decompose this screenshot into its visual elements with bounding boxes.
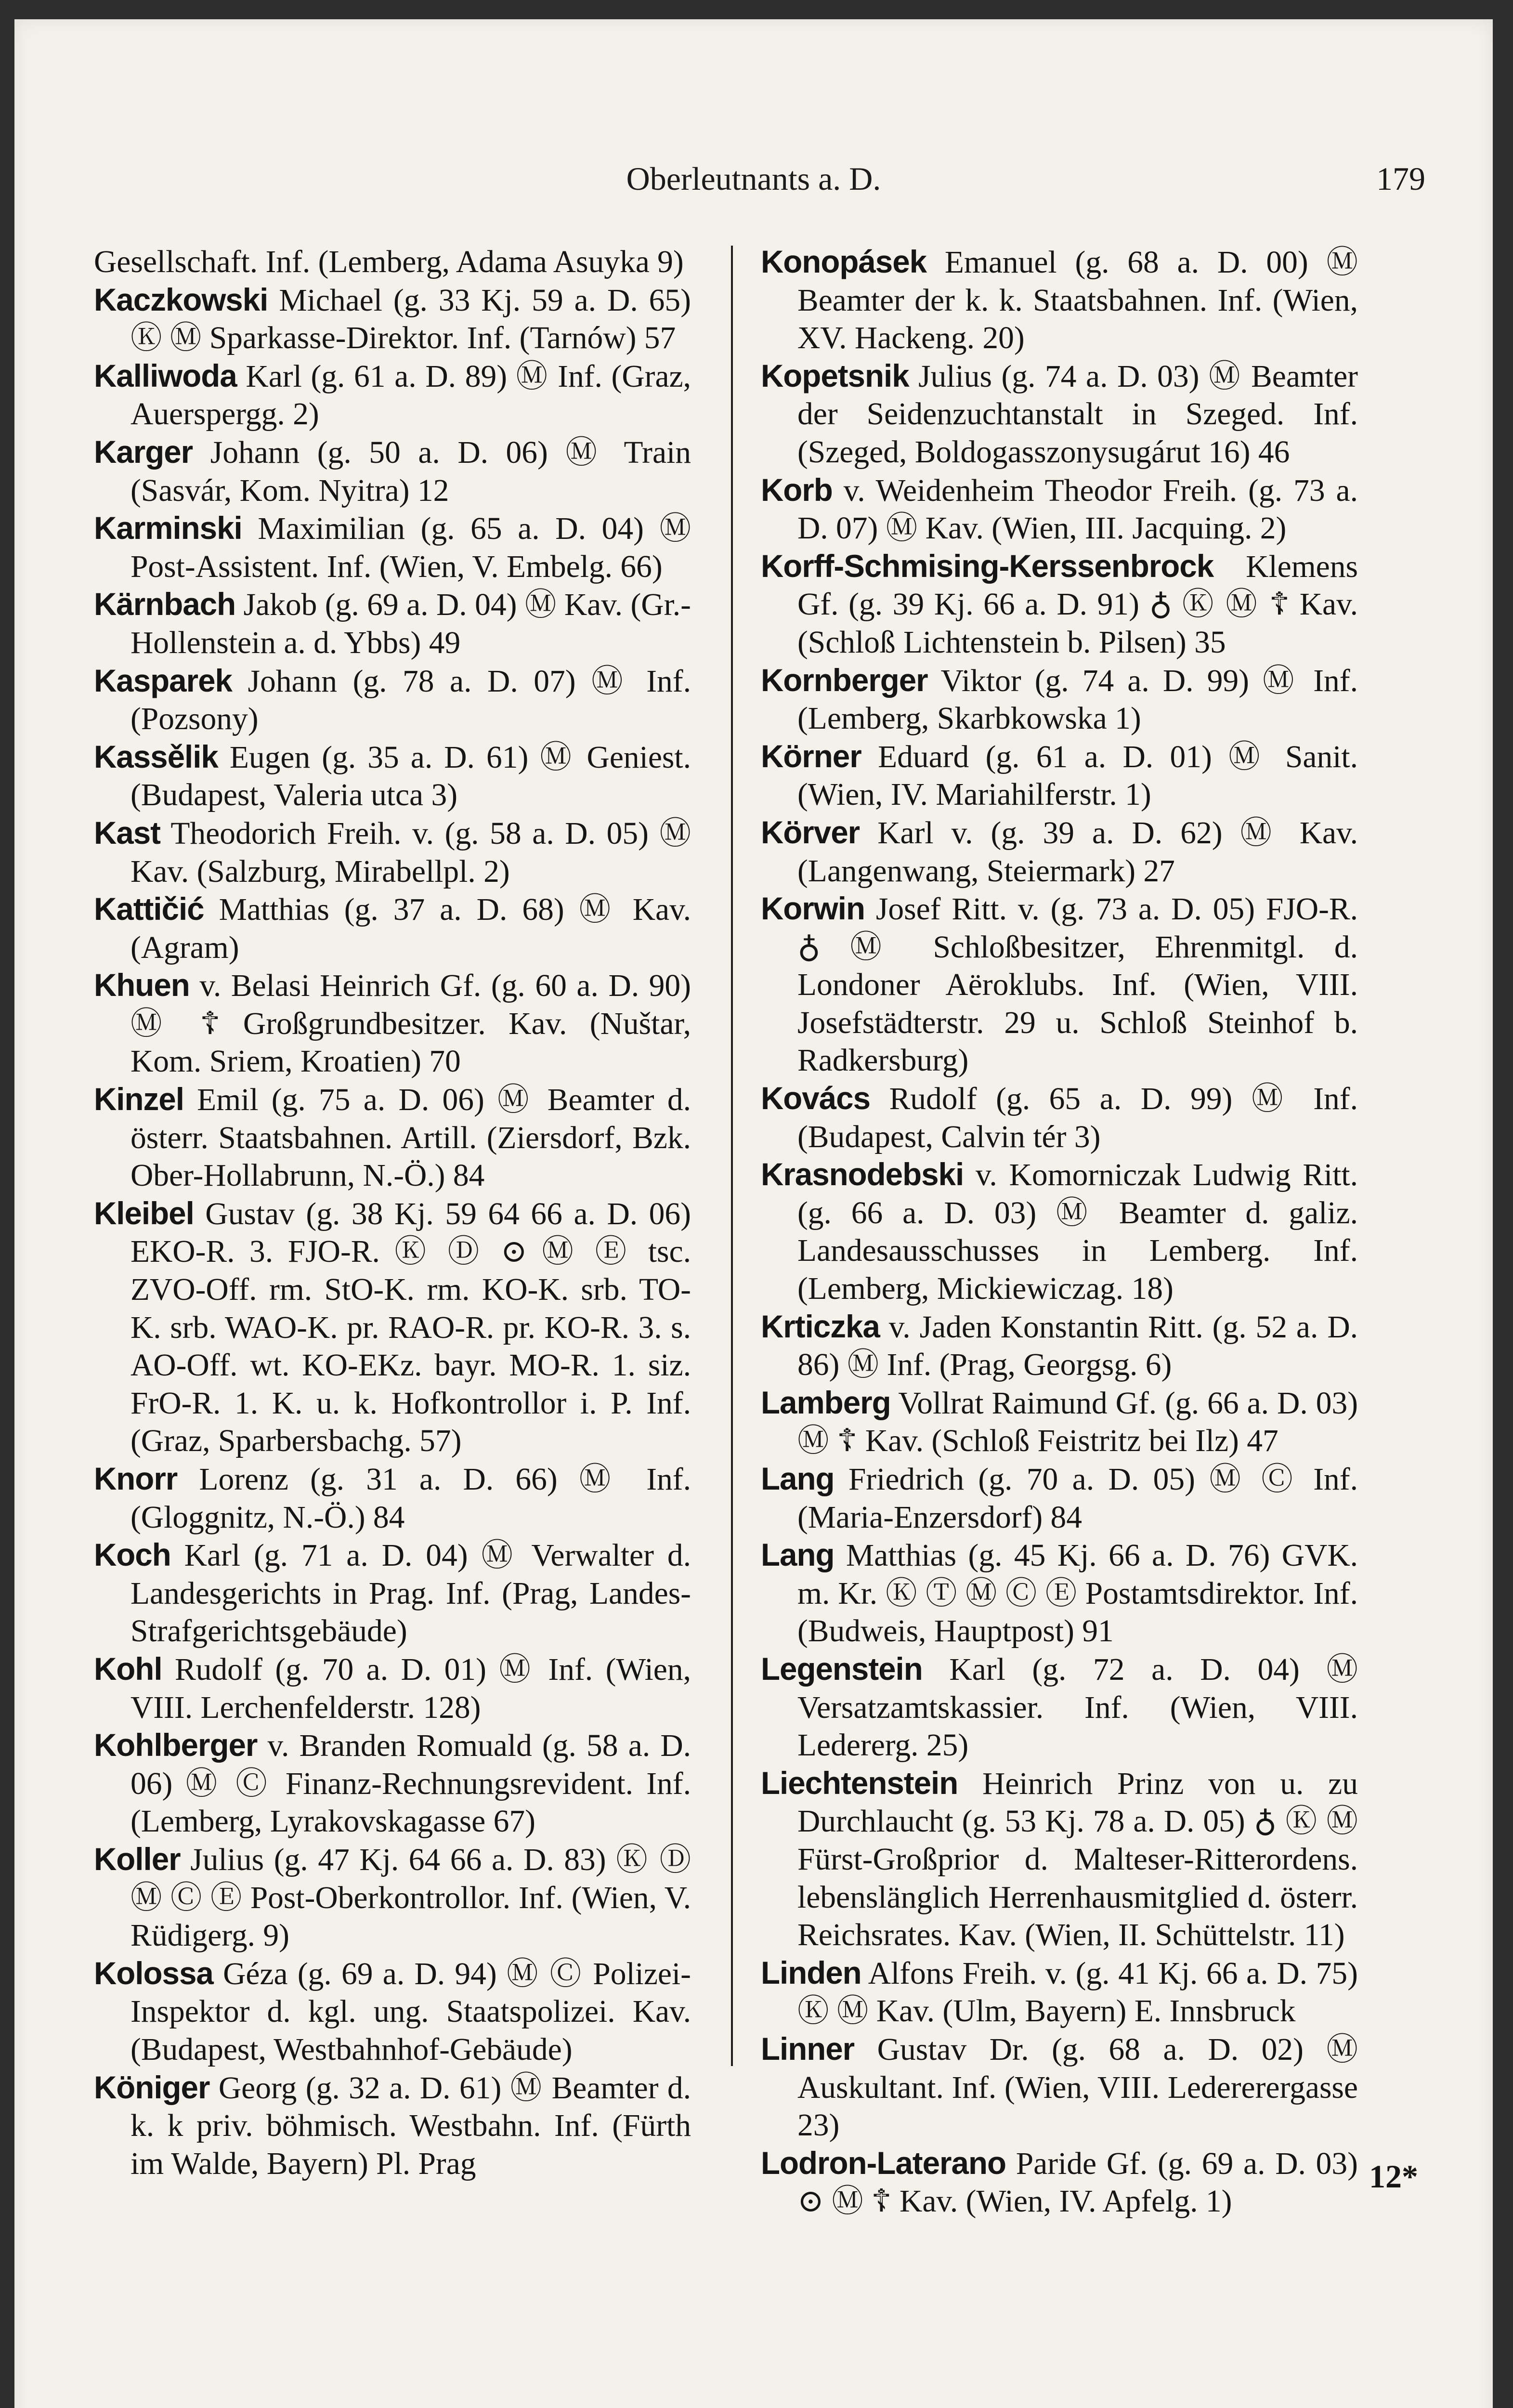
entry-surname: Legenstein <box>761 1651 923 1687</box>
directory-entry <box>761 2030 1358 2145</box>
directory-entry <box>94 890 691 967</box>
column-divider <box>731 246 733 2066</box>
entry-surname: Khuen <box>94 968 190 1003</box>
entry-surname: Kleibel <box>94 1195 194 1231</box>
entry-surname: Kinzel <box>94 1082 184 1117</box>
entry-details: Georg (g. 32 a. D. 61) Ⓜ Beamter d. k. k priv. böhmisch. Westbahn. Inf. (Fürth im Walde, Bayern) Pl. Prag <box>130 2070 691 2181</box>
entry-surname: Kornberger <box>761 662 928 698</box>
entry-surname: Lang <box>761 1461 835 1496</box>
directory-entry <box>761 2145 1358 2221</box>
entry-details: Friedrich (g. 70 a. D. 05) Ⓜ Ⓒ Inf. (Maria-Enzersdorf) 84 <box>797 1462 1358 1535</box>
entry-details: Rudolf (g. 70 a. D. 01) Ⓜ Inf. (Wien, VIII. Lerchenfelderstr. 128) <box>130 1652 691 1725</box>
entry-details: Eugen (g. 35 a. D. 61) Ⓜ Geniest. (Budapest, Valeria utca 3) <box>130 740 691 813</box>
directory-entry <box>94 586 691 662</box>
directory-entry <box>761 1765 1358 1954</box>
entry-details: v. Belasi Heinrich Gf. (g. 60 a. D. 90) Ⓜ ☦ Großgrundbesitzer. Kav. (Nuštar, Kom. Sriem, Kroatien) 70 <box>130 968 691 1079</box>
entry-surname: Königer <box>94 2069 210 2105</box>
directory-entry <box>761 1536 1358 1650</box>
directory-entry <box>94 1536 691 1650</box>
entry-details: Julius (g. 47 Kj. 64 66 a. D. 83) Ⓚ Ⓓ Ⓜ Ⓒ Ⓔ Post-Oberkontrollor. Inf. (Wien, V. Rüdigerg. 9) <box>130 1842 691 1953</box>
directory-entry <box>761 1460 1358 1536</box>
entry-details: Michael (g. 33 Kj. 59 a. D. 65) Ⓚ Ⓜ Sparkasse-Direktor. Inf. (Tarnów) 57 <box>130 283 691 356</box>
entry-details: Klemens Gf. (g. 39 Kj. 66 a. D. 91) ♁ Ⓚ Ⓜ ☦ Kav. (Schloß Lichtenstein b. Pilsen) 35 <box>797 549 1358 660</box>
entry-surname: Koller <box>94 1841 181 1877</box>
directory-entry <box>761 1308 1358 1384</box>
entry-details: v. Jaden Konstantin Ritt. (g. 52 a. D. 86) Ⓜ Inf. (Prag, Georgsg. 6) <box>797 1309 1358 1383</box>
entry-surname: Kärnbach <box>94 587 236 622</box>
entry-surname: Körver <box>761 814 860 850</box>
entry-details: Alfons Freih. v. (g. 41 Kj. 66 a. D. 75) Ⓚ Ⓜ Kav. (Ulm, Bayern) E. Innsbruck <box>797 1956 1358 2029</box>
entry-surname: Koch <box>94 1537 171 1573</box>
directory-entry <box>94 2069 691 2183</box>
directory-entry <box>761 890 1358 1080</box>
entry-details: Lorenz (g. 31 a. D. 66) Ⓜ Inf. (Gloggnitz, N.-Ö.) 84 <box>130 1462 691 1535</box>
entry-details: Eduard (g. 61 a. D. 01) Ⓜ Sanit. (Wien, IV. Mariahilferstr. 1) <box>797 739 1358 812</box>
entry-surname: Kattičić <box>94 891 204 927</box>
entry-details: Theodorich Freih. v. (g. 58 a. D. 05) Ⓜ Kav. (Salzburg, Mirabellpl. 2) <box>130 816 691 889</box>
entry-details: Viktor (g. 74 a. D. 99) Ⓜ Inf. (Lemberg, Skarbkowska 1) <box>797 663 1358 736</box>
directory-entry <box>94 357 691 433</box>
entry-surname: Karger <box>94 434 193 470</box>
directory-entry <box>94 1955 691 2069</box>
entry-surname: Lang <box>761 1537 835 1573</box>
entry-details: Gustav (g. 38 Kj. 59 64 66 a. D. 06) EKO-R. 3. FJO-R. Ⓚ Ⓓ ⊙ Ⓜ Ⓔ tsc. ZVO-Off. rm. StO-K. rm. KO-K. srb. TO-K. srb. WAO-K. pr. RAO-R. pr. KO-R. 3. s. AO-Off. wt. KO-EKz. bayr. MO-R. 1. siz. FrO-R. 1. K. u. k. Hofkontrollor i. P. Inf. (Graz, Sparbersbachg. 57) <box>130 1196 691 1459</box>
directory-entry <box>94 1727 691 1841</box>
entry-surname: Kolossa <box>94 1955 213 1991</box>
entry-surname: Kasparek <box>94 663 232 698</box>
entry-details: Gustav Dr. (g. 68 a. D. 02) Ⓜ Auskultant. Inf. (Wien, VIII. Ledererergasse 23) <box>797 2032 1358 2143</box>
entry-surname: Korff-Schmising-Kerssenbrock <box>761 548 1214 584</box>
directory-entry <box>761 1954 1358 2030</box>
entry-details: Johann (g. 78 a. D. 07) Ⓜ Inf. (Pozsony) <box>130 664 691 737</box>
entry-details: Josef Ritt. v. (g. 73 a. D. 05) FJO-R. ♁ Ⓜ Schloßbesitzer, Ehrenmitgl. d. Londoner Aëroklubs. Inf. (Wien, VIII. Josefstädterstr. 29 u. Schloß Steinhof b. Radkersburg) <box>797 892 1358 1078</box>
entry-surname: Kovács <box>761 1081 871 1116</box>
directory-entry <box>94 1650 691 1727</box>
entry-details: Vollrat Raimund Gf. (g. 66 a. D. 03) Ⓜ ☦ Kav. (Schloß Feistritz bei Ilz) 47 <box>797 1386 1358 1459</box>
entry-details: v. Weidenheim Theodor Freih. (g. 73 a. D. 07) Ⓜ Kav. (Wien, III. Jacquing. 2) <box>797 473 1358 546</box>
entry-details: v. Branden Romuald (g. 58 a. D. 06) Ⓜ Ⓒ Finanz-Rechnungsrevident. Inf. (Lemberg, Lyrakovskagasse 67) <box>130 1728 691 1839</box>
entry-details: Rudolf (g. 65 a. D. 99) Ⓜ Inf. (Budapest, Calvin tér 3) <box>797 1082 1358 1154</box>
directory-entry <box>94 281 691 357</box>
signature-mark: 12* <box>1369 2158 1418 2195</box>
directory-entry <box>94 814 691 890</box>
entry-details: Heinrich Prinz von u. zu Durchlaucht (g. 53 Kj. 78 a. D. 05) ♁ Ⓚ Ⓜ Fürst-Großprior d. Malteser-Ritterordens. lebenslänglich Herrenhausmitglied d. österr. Reichsrates. Kav. (Wien, II. Schüttelstr. 11) <box>797 1766 1358 1953</box>
entry-surname: Linner <box>761 2031 855 2067</box>
entry-details: Karl (g. 61 a. D. 89) Ⓜ Inf. (Graz, Auerspergg. 2) <box>130 359 691 432</box>
directory-entry <box>761 1156 1358 1308</box>
directory-entry <box>761 471 1358 548</box>
directory-entry <box>94 738 691 814</box>
directory-entry <box>94 1841 691 1955</box>
directory-entry <box>94 1460 691 1536</box>
entry-details: Emanuel (g. 68 a. D. 00) Ⓜ Beamter der k. k. Staatsbahnen. Inf. (Wien, XV. Hackeng. 20) <box>797 245 1358 356</box>
directory-entry <box>94 662 691 738</box>
entry-details: Géza (g. 69 a. D. 94) Ⓜ Ⓒ Polizei-Inspektor d. kgl. ung. Staatspolizei. Kav. (Budapest, Westbahnhof-Gebäude) <box>130 1956 691 2067</box>
entry-details: Karl (g. 72 a. D. 04) Ⓜ Versatzamtskassier. Inf. (Wien, VIII. Ledererg. 25) <box>797 1652 1358 1763</box>
entry-surname: Lodron-Laterano <box>761 2145 1006 2181</box>
entry-surname: Korb <box>761 472 833 508</box>
entry-surname: Knorr <box>94 1461 178 1496</box>
directory-entry <box>761 243 1358 357</box>
directory-entry <box>94 510 691 586</box>
left-column <box>94 243 691 2183</box>
entry-details: Julius (g. 74 a. D. 03) Ⓜ Beamter der Seidenzuchtanstalt in Szeged. Inf. (Szeged, Boldogasszonysugárut 16) 46 <box>797 359 1358 470</box>
directory-entry <box>761 738 1358 814</box>
entry-details: Gesellschaft. Inf. (Lemberg, Adama Asuyka 9) <box>94 245 684 279</box>
directory-entry <box>761 1384 1358 1460</box>
entry-details: Johann (g. 50 a. D. 06) Ⓜ Train (Sasvár, Kom. Nyitra) 12 <box>130 435 691 508</box>
entry-details: Karl (g. 71 a. D. 04) Ⓜ Verwalter d. Landesgerichts in Prag. Inf. (Prag, Landes-Strafgerichtsgebäude) <box>130 1538 691 1649</box>
entry-surname: Krticzka <box>761 1309 880 1344</box>
entry-surname: Kaczkowski <box>94 282 268 317</box>
entry-surname: Kopetsnik <box>761 358 909 393</box>
entry-details: Karl v. (g. 39 a. D. 62) Ⓜ Kav. (Langenwang, Steiermark) 27 <box>797 815 1358 889</box>
entry-surname: Linden <box>761 1955 861 1990</box>
entry-surname: Karminski <box>94 510 242 546</box>
entry-surname: Kassělik <box>94 739 218 774</box>
directory-entry <box>94 433 691 510</box>
running-header <box>14 160 1493 203</box>
directory-entry <box>761 548 1358 662</box>
entry-surname: Kast <box>94 815 160 851</box>
entry-details: v. Komorniczak Ludwig Ritt. (g. 66 a. D. 03) Ⓜ Beamter d. galiz. Landesausschusses in Lemberg. Inf. (Lemberg, Mickiewiczag. 18) <box>797 1158 1358 1307</box>
book-page <box>14 19 1493 2408</box>
directory-entry <box>761 357 1358 471</box>
directory-entry <box>761 662 1358 738</box>
entry-surname: Körner <box>761 738 861 774</box>
entry-details: Matthias (g. 37 a. D. 68) Ⓜ Kav. (Agram) <box>130 892 691 965</box>
entry-details: Matthias (g. 45 Kj. 66 a. D. 76) GVK. m. Kr. Ⓚ Ⓣ Ⓜ Ⓒ Ⓔ Postamtsdirektor. Inf. (Budweis, Hauptpost) 91 <box>797 1538 1358 1649</box>
page-number: 179 <box>1376 160 1425 197</box>
entry-surname: Korwin <box>761 891 865 927</box>
directory-entry <box>94 1195 691 1460</box>
entry-surname: Konopásek <box>761 244 927 279</box>
directory-entry <box>761 814 1358 890</box>
directory-entry <box>761 1080 1358 1156</box>
entry-details: Jakob (g. 69 a. D. 04) Ⓜ Kav. (Gr.-Hollenstein a. d. Ybbs) 49 <box>130 588 691 660</box>
directory-entry <box>761 1650 1358 1765</box>
entry-surname: Liechtenstein <box>761 1765 958 1801</box>
directory-entry <box>94 967 691 1081</box>
page-title: Oberleutnants a. D. <box>626 160 881 197</box>
directory-entry <box>94 1081 691 1195</box>
right-column <box>761 243 1358 2221</box>
entry-details: Emil (g. 75 a. D. 06) Ⓜ Beamter d. österr. Staatsbahnen. Artill. (Ziersdorf, Bzk. Ober-Hollabrunn, N.-Ö.) 84 <box>130 1083 691 1193</box>
directory-entry <box>94 243 691 281</box>
entry-surname: Kohlberger <box>94 1727 258 1763</box>
entry-details: Paride Gf. (g. 69 a. D. 03) ⊙ Ⓜ ☦ Kav. (Wien, IV. Apfelg. 1) <box>797 2146 1358 2219</box>
entry-surname: Kohl <box>94 1651 162 1687</box>
entry-surname: Kalliwoda <box>94 358 237 393</box>
entry-surname: Krasnodebski <box>761 1157 964 1192</box>
entry-details: Maximilian (g. 65 a. D. 04) Ⓜ Post-Assistent. Inf. (Wien, V. Embelg. 66) <box>130 511 691 584</box>
entry-surname: Lamberg <box>761 1385 891 1420</box>
